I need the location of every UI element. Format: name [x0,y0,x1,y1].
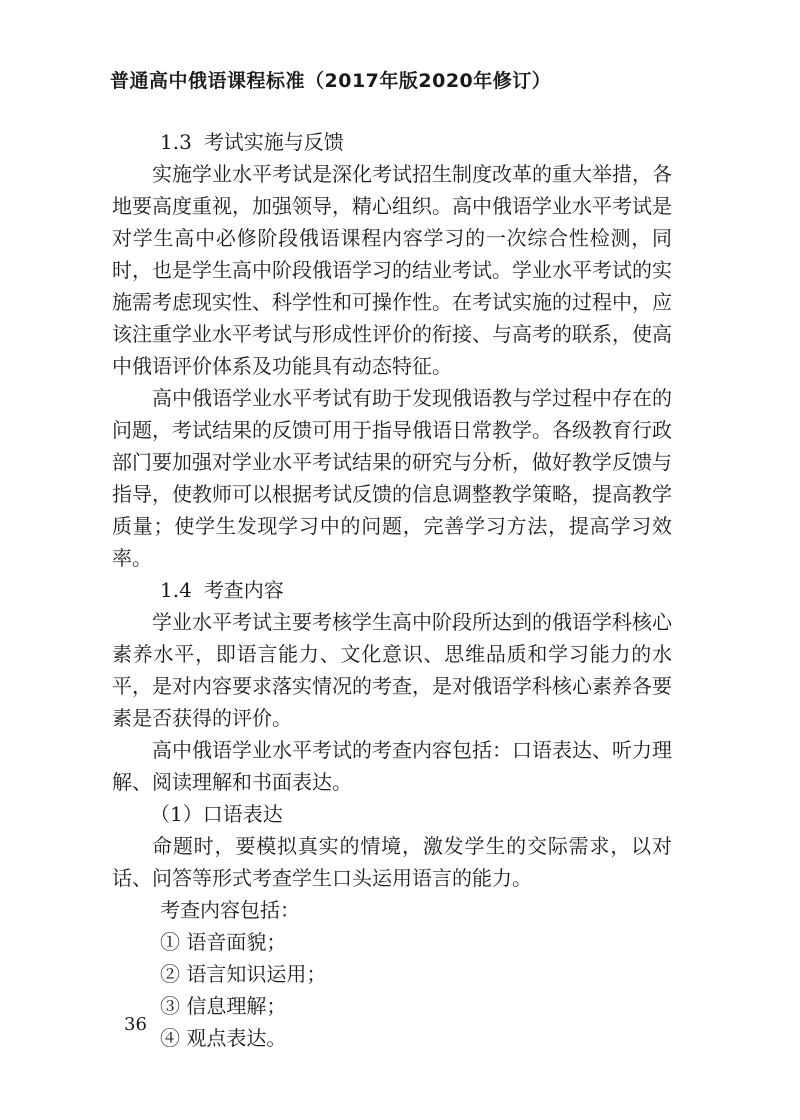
page-body [112,126,672,1054]
subsection-heading: （1）口语表达 [150,802,283,826]
section-heading-1-3 [112,126,672,158]
body-paragraph: 高中俄语学业水平考试的考查内容包括：口语表达、听力理解、阅读理解和书面表达。 [112,738,672,794]
running-header: 普通高中俄语课程标准（2017年版2020年修订） [110,70,552,92]
body-paragraph: 命题时，要模拟真实的情境，激发学生的交际需求，以对话、问答等形式考查学生口头运用语言的能力。 [112,834,672,890]
list-item: ④ 观点表达。 [160,1026,287,1050]
section-number: 1.3 [160,130,192,154]
list-intro: 考查内容包括： [160,898,300,922]
body-paragraph: 学业水平考试主要考核学生高中阶段所达到的俄语学科核心素养水平，即语言能力、文化意识、思维品质和学习能力的水平，是对内容要求落实情况的考查，是对俄语学科核心素养各要素是否获得的评价。 [112,610,672,730]
section-title: 考试实施与反馈 [203,130,344,154]
list-item: ③ 信息理解； [160,994,287,1018]
page-number: 36 [124,1014,147,1035]
list-item: ② 语言知识运用； [160,962,327,986]
body-paragraph: 实施学业水平考试是深化考试招生制度改革的重大举措，各地要高度重视，加强领导，精心组织。高中俄语学业水平考试是对学生高中必修阶段俄语课程内容学习的一次综合性检测，同时，也是学生高中阶段俄语学习的结业考试。学业水平考试的实施需考虑现实性、科学性和可操作性。在考试实施的过程中，应该注重学业水平考试与形成性评价的衔接、与高考的联系，使高中俄语评价体系及功能具有动态特征。 [112,162,672,378]
list-item: ① 语音面貌； [160,930,287,954]
section-title: 考查内容 [203,578,284,602]
section-number: 1.4 [160,578,192,602]
section-heading-1-4 [112,574,672,606]
body-paragraph: 高中俄语学业水平考试有助于发现俄语教与学过程中存在的问题，考试结果的反馈可用于指导俄语日常教学。各级教育行政部门要加强对学业水平考试结果的研究与分析，做好教学反馈与指导，使教师可以根据考试反馈的信息调整教学策略，提高教学质量；使学生发现学习中的问题，完善学习方法，提高学习效率。 [112,386,672,570]
